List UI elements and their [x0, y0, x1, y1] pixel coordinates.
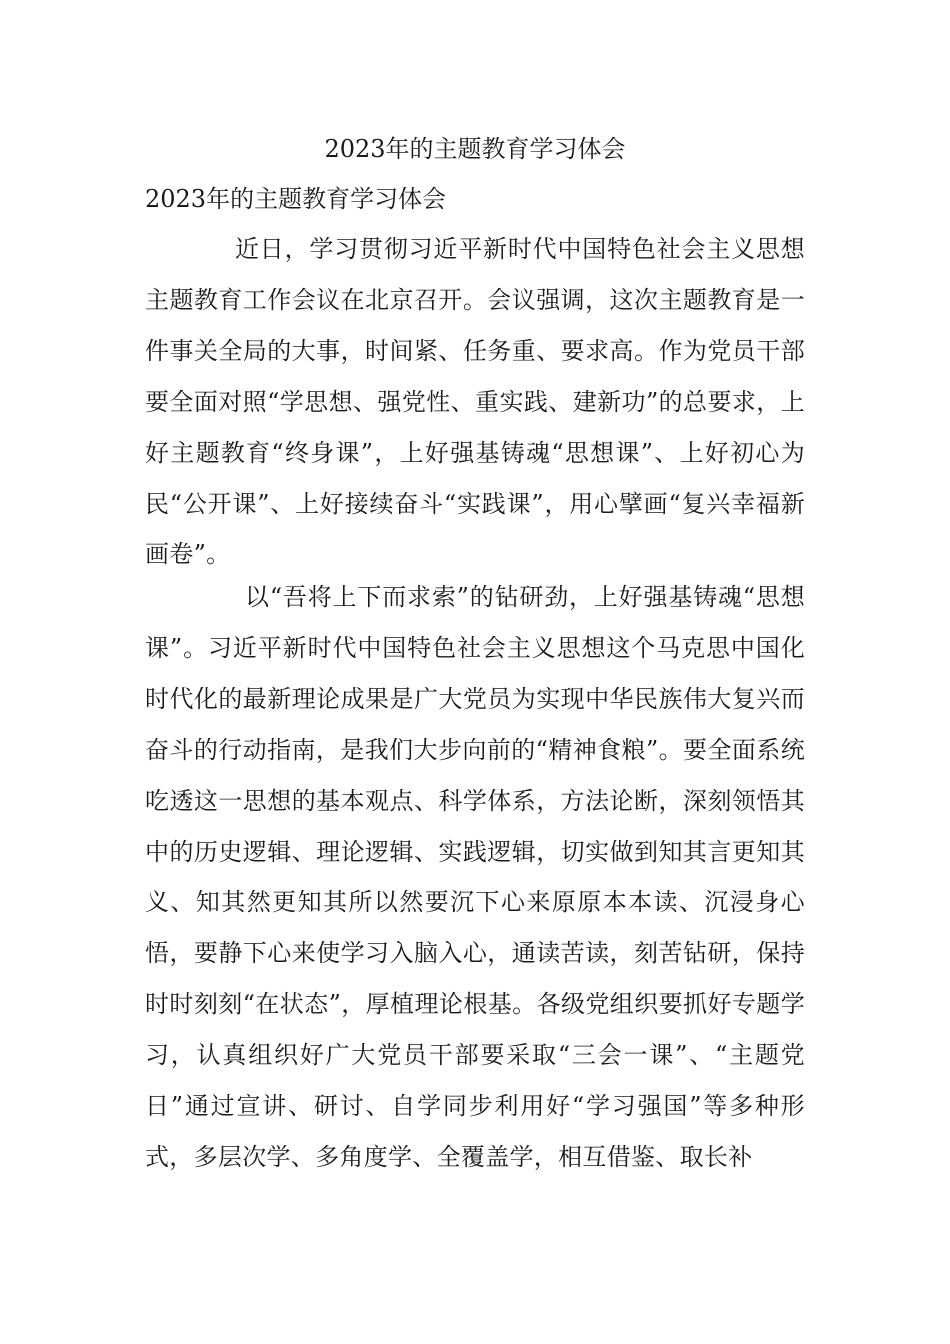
document-title: 2023年的主题教育学习体会: [324, 135, 626, 163]
paragraph-1: 近日，学习贯彻习近平新时代中国特色社会主义思想主题教育工作会议在北京召开。会议强调，这次主题教育是一件事关全局的大事，时间紧、任务重、要求高。作为党员干部要全面对照“学思想、强党性、重实践、建新功”的总要求，上好主题教育“终身课”，上好强基铸魂“思想课”、上好初心为民“公开课”、上好接续奋斗“实践课”，用心擘画“复兴幸福新画卷”。: [145, 235, 805, 569]
document-subtitle: 2023年的主题教育学习体会: [145, 185, 447, 213]
paragraph-2: 以“吾将上下而求索”的钻研劲，上好强基铸魂“思想课”。习近平新时代中国特色社会主义思想这个马克思中国化时代化的最新理论成果是广大党员为实现中华民族伟大复兴而奋斗的行动指南，是我们大步向前的“精神食粮”。要全面系统吃透这一思想的基本观点、科学体系，方法论断，深刻领悟其中的历史逻辑、理论逻辑、实践逻辑，切实做到知其言更知其义、知其然更知其所以然要沉下心来原原本本读、沉浸身心悟，要静下心来使学习入脑入心，通读苦读，刻苦钻研，保持时时刻刻“在状态”，厚植理论根基。各级党组织要抓好专题学习，认真组织好广大党员干部要采取“三会一课”、“主题党日”通过宣讲、研讨、自学同步利用好“学习强国”等多种形式，多层次学、多角度学、全覆盖学，相互借鉴、取长补: [145, 583, 805, 1171]
